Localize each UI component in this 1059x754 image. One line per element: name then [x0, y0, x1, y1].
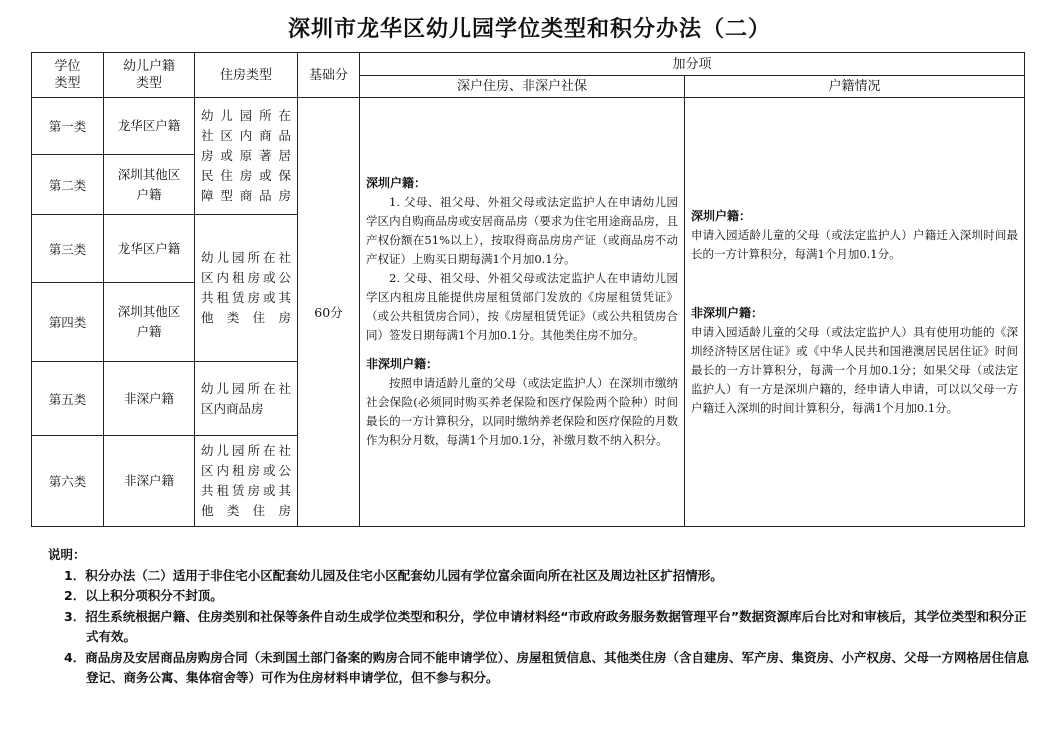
- notes: [48, 545, 1038, 689]
- row-category: 第一类: [32, 98, 104, 155]
- sz-hukou-rule: 申请入园适龄儿童的父母（或法定监护人）户籍迁入深圳时间最长的一方计算积分，每满1个月加0.1分。: [691, 227, 1019, 261]
- bonus-housing-cell: [360, 98, 685, 527]
- note-item: 4．商品房及安居商品房购房合同（未到国土部门备案的购房合同不能申请学位）、房屋租赁信息、其他类住房（含自建房、军产房、集资房、小产权房、父母一方网格居住信息登记、商务公寓、集体宿舍等）可作为住房材料申请学位，但不参与积分。: [64, 649, 1029, 685]
- row-category: 第五类: [32, 362, 104, 436]
- row-hukou: 非深户籍: [104, 362, 195, 436]
- non-sz-hukou-heading: 非深圳户籍：: [691, 305, 764, 320]
- row-category: 第二类: [32, 155, 104, 215]
- header-bonus-housing: 深户住房、非深户社保: [360, 76, 685, 98]
- sz-rule-1: 1. 父母、祖父母、外祖父母或法定监护人在申请幼儿园学区内自购商品房或安居商品房（要求为住宅用途商品房，且产权份额在51%以上），按取得商品房房产证（或商品房不动产权证）上购买日期每满1个月加0.1分。: [366, 195, 678, 266]
- note-item: 2．以上积分项积分不封顶。: [64, 588, 223, 603]
- row-category: 第四类: [32, 283, 104, 362]
- housing-type-1: 幼儿园所在 社区内商品 房或原著居 民住房或保 障型商品房: [195, 98, 298, 215]
- row-hukou: 龙华区户籍: [104, 215, 195, 283]
- header-category: 学位 类型: [32, 53, 104, 98]
- base-score: 60分: [298, 98, 360, 527]
- header-bonus-hukou: 户籍情况: [685, 76, 1025, 98]
- non-sz-heading: 非深圳户籍：: [366, 357, 439, 371]
- header-housing: 住房类型: [195, 53, 298, 98]
- housing-type-4: 幼儿园所在社 区内租房或公 共租赁房或其 他类住房: [195, 436, 298, 527]
- header-bonus: 加分项: [360, 53, 1025, 76]
- sz-heading: 深圳户籍：: [366, 176, 427, 190]
- row-hukou: 龙华区户籍: [104, 98, 195, 155]
- housing-type-3: 幼儿园所在社 区内商品房: [195, 362, 298, 436]
- row-category: 第六类: [32, 436, 104, 527]
- header-hukou: 幼儿户籍 类型: [104, 53, 195, 98]
- row-hukou: 非深户籍: [104, 436, 195, 527]
- header-base: 基础分: [298, 53, 360, 98]
- points-table: [31, 52, 1025, 527]
- sz-rule-2: 2. 父母、祖父母、外祖父母或法定监护人在申请幼儿园学区内租房且能提供房屋租赁部门发放的《房屋租赁凭证》（或公共租赁房合同），按《房屋租赁凭证》（或公共租赁房合同）签发日期每满1个月加0.1分。其他类住房不加分。: [366, 271, 678, 342]
- housing-type-2: 幼儿园所在社 区内租房或公 共租赁房或其 他类住房: [195, 215, 298, 362]
- row-hukou: 深圳其他区 户籍: [104, 283, 195, 362]
- non-sz-hukou-rule: 申请入园适龄儿童的父母（或法定监护人）具有使用功能的《深圳经济特区居住证》或《中华人民共和国港澳居民居住证》时间最长的一方计算积分，每满一个月加0.1分；如果父母（或法定监护人）有一方是深圳户籍的，经申请人申请，可以以父母一方户籍迁入深圳的时间计算积分，每满1个月加0.1分。: [691, 324, 1019, 415]
- row-hukou: 深圳其他区 户籍: [104, 155, 195, 215]
- notes-heading: 说明：: [48, 547, 86, 562]
- page-title: 深圳市龙华区幼儿园学位类型和积分办法（二）: [287, 17, 771, 42]
- note-item: 3．招生系统根据户籍、住房类别和社保等条件自动生成学位类型和积分，学位申请材料经“市政府政务服务数据管理平台”数据资源库后台比对和审核后，其学位类型和积分正式有效。: [64, 608, 1027, 644]
- sz-hukou-heading: 深圳户籍：: [691, 208, 752, 223]
- row-category: 第三类: [32, 215, 104, 283]
- non-sz-rule: 按照申请适龄儿童的父母（或法定监护人）在深圳市缴纳社会保险(必须同时购买养老保险和医疗保险两个险种）时间最长的一方计算积分，以同时缴纳养老保险和医疗保险的月数作为积分月数，每满1个月加0.1分，补缴月数不纳入积分。: [366, 376, 678, 447]
- note-item: 1．积分办法（二）适用于非住宅小区配套幼儿园及住宅小区配套幼儿园有学位富余面向所在社区及周边社区扩招情形。: [64, 567, 723, 583]
- bonus-hukou-cell: [685, 98, 1025, 527]
